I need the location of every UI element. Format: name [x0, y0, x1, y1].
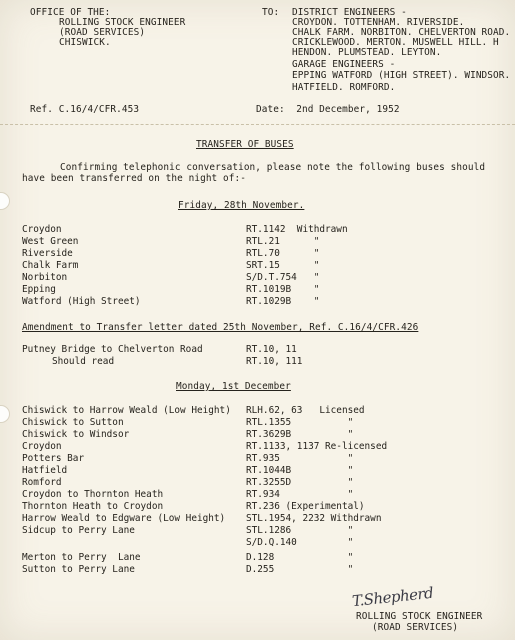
row-vehicle: RT.1133, 1137 Re-licensed	[246, 441, 388, 452]
table-row	[22, 490, 502, 500]
signoff-line: (ROAD SERVICES)	[372, 622, 459, 633]
table-row	[22, 345, 502, 355]
row-vehicle: RT.1029B "	[246, 296, 320, 307]
amendment-heading: Amendment to Transfer letter dated 25th November, Ref. C.16/4/CFR.426	[22, 322, 419, 333]
from-line: ROLLING STOCK ENGINEER	[59, 17, 186, 28]
table-row	[22, 249, 502, 259]
to-line: CRICKLEWOOD. MERTON. MUSWELL HILL. H	[292, 37, 499, 48]
intro-text: have been transferred on the night of:-	[22, 173, 247, 184]
row-vehicle: D.128 "	[246, 552, 354, 563]
table-row	[22, 273, 502, 283]
table-row	[22, 237, 502, 247]
row-location: Chalk Farm	[22, 260, 79, 271]
row-location: Riverside	[22, 248, 73, 259]
row-location: Merton to Perry Lane	[22, 552, 141, 563]
to-line: GARAGE ENGINEERS -	[292, 59, 396, 70]
date: Date: 2nd December, 1952	[256, 104, 400, 115]
row-vehicle: RT.3629B "	[246, 429, 354, 440]
row-location: West Green	[22, 236, 79, 247]
signature: T.Shepherd	[351, 583, 435, 611]
row-location: Norbiton	[22, 272, 68, 283]
table-row	[22, 357, 502, 367]
table-row	[22, 225, 502, 235]
to-line: DISTRICT ENGINEERS -	[292, 7, 407, 18]
row-vehicle: S/D.Q.140 "	[246, 537, 354, 548]
row-location: Croydon	[22, 224, 62, 235]
table-row	[22, 454, 502, 464]
row-location: Croydon to Thornton Heath	[22, 489, 164, 500]
row-location: Sidcup to Perry Lane	[22, 525, 135, 536]
row-vehicle: D.255 "	[246, 564, 354, 575]
row-location: Should read	[52, 356, 115, 367]
row-vehicle: RT.935 "	[246, 453, 354, 464]
table-row	[22, 466, 502, 476]
row-vehicle: RT.10, 111	[246, 356, 303, 367]
row-vehicle: RTL.1355 "	[246, 417, 354, 428]
table-row	[22, 285, 502, 295]
row-vehicle: RT.3255D "	[246, 477, 354, 488]
to-line: CHALK FARM. NORBITON. CHELVERTON ROAD.	[292, 27, 511, 38]
intro-text: Confirming telephonic conversation, please note the following buses should	[60, 162, 486, 173]
from-line: (ROAD SERVICES)	[59, 27, 146, 38]
table-row	[22, 430, 502, 440]
signoff-line: ROLLING STOCK ENGINEER	[356, 611, 483, 622]
table-row	[22, 261, 502, 271]
row-location: Harrow Weald to Edgware (Low Height)	[22, 513, 226, 524]
row-location: Sutton to Perry Lane	[22, 564, 135, 575]
reference: Ref. C.16/4/CFR.453	[30, 104, 140, 115]
row-vehicle: S/D.T.754 "	[246, 272, 320, 283]
table-row	[22, 526, 502, 536]
table-row	[22, 418, 502, 428]
to-line: HATFIELD. ROMFORD.	[292, 82, 396, 93]
to-label: TO:	[262, 7, 280, 18]
row-location: Romford	[22, 477, 62, 488]
fold-line	[0, 124, 515, 125]
section-heading: Friday, 28th November.	[178, 200, 305, 211]
table-row	[22, 478, 502, 488]
row-location: Chiswick to Windsor	[22, 429, 130, 440]
section-heading: Monday, 1st December	[176, 381, 291, 392]
to-line: CROYDON. TOTTENHAM. RIVERSIDE.	[292, 17, 465, 28]
row-vehicle: RT.10, 11	[246, 344, 297, 355]
row-location: Putney Bridge to Chelverton Road	[22, 344, 203, 355]
table-row	[22, 502, 502, 512]
to-line: HENDON. PLUMSTEAD. LEYTON.	[292, 47, 442, 58]
row-vehicle: RT.1142 Withdrawn	[246, 224, 348, 235]
to-line: EPPING WATFORD (HIGH STREET). WINDSOR.	[292, 70, 511, 81]
table-row	[22, 538, 502, 548]
from-line: CHISWICK.	[59, 37, 111, 48]
row-vehicle: RT.1044B "	[246, 465, 354, 476]
row-vehicle: RLH.62, 63 Licensed	[246, 405, 365, 416]
punch-hole	[0, 192, 10, 210]
from-line: OFFICE OF THE:	[30, 7, 111, 18]
row-location: Epping	[22, 284, 56, 295]
row-vehicle: SRT.15 "	[246, 260, 320, 271]
row-vehicle: RT.934 "	[246, 489, 354, 500]
row-location: Hatfield	[22, 465, 68, 476]
table-row	[22, 442, 502, 452]
table-row	[22, 406, 502, 416]
row-location: Potters Bar	[22, 453, 85, 464]
row-vehicle: RT.236 (Experimental)	[246, 501, 365, 512]
row-location: Croydon	[22, 441, 62, 452]
row-vehicle: RTL.21 "	[246, 236, 320, 247]
row-vehicle: STL.1954, 2232 Withdrawn	[246, 513, 382, 524]
row-location: Chiswick to Sutton	[22, 417, 124, 428]
table-row	[22, 565, 502, 575]
row-location: Chiswick to Harrow Weald (Low Height)	[22, 405, 231, 416]
row-vehicle: RT.1019B "	[246, 284, 320, 295]
document-title: TRANSFER OF BUSES	[196, 139, 294, 150]
table-row	[22, 553, 502, 563]
table-row	[22, 297, 502, 307]
row-location: Thornton Heath to Croydon	[22, 501, 164, 512]
row-location: Watford (High Street)	[22, 296, 141, 307]
table-row	[22, 514, 502, 524]
punch-hole	[0, 405, 10, 423]
row-vehicle: RTL.70 "	[246, 248, 320, 259]
row-vehicle: STL.1286 "	[246, 525, 354, 536]
